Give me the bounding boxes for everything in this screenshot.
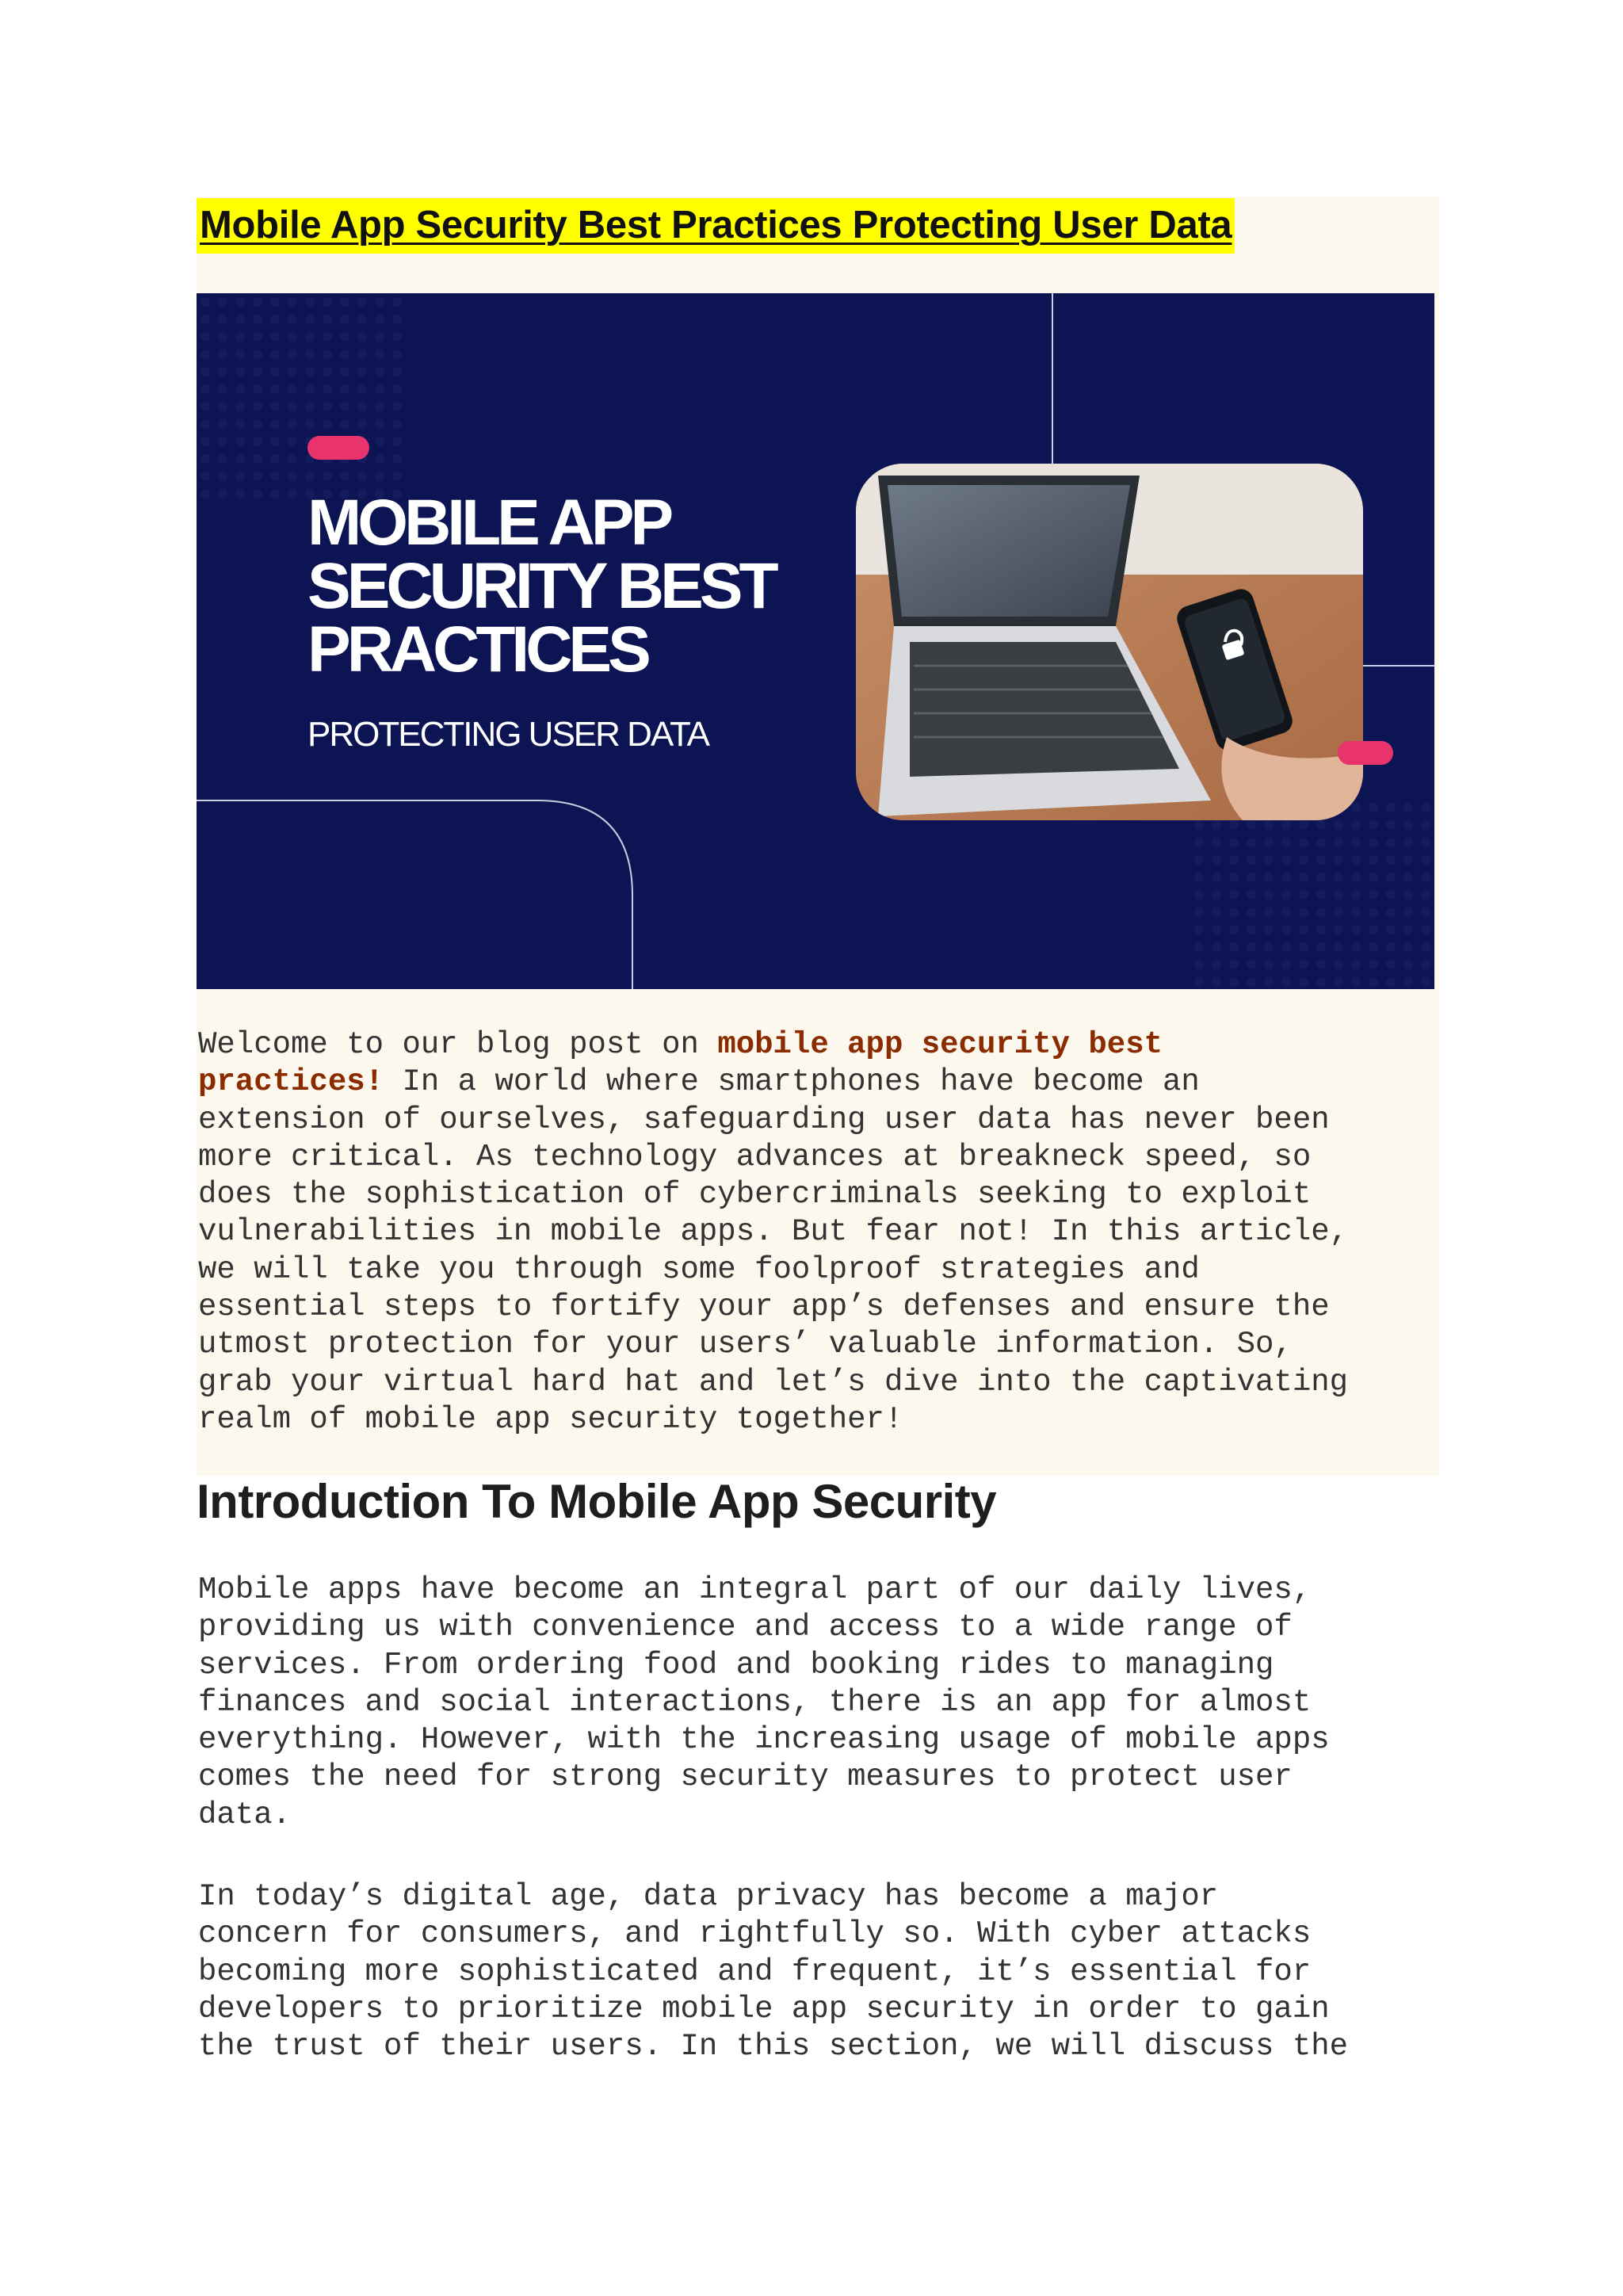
paragraph-line: developers to prioritize mobile app security in order to gain [198, 1991, 1330, 2027]
intro-text: Welcome to our blog post on [198, 1027, 718, 1062]
paragraph-line: data. [198, 1797, 292, 1832]
document-title: Mobile App Security Best Practices Protecting User Data [197, 198, 1235, 254]
intro-link[interactable]: practices! [198, 1064, 384, 1100]
banner-subheading: PROTECTING USER DATA [307, 715, 708, 754]
paragraph-line: comes the need for strong security measures to protect user [198, 1759, 1293, 1795]
paragraph-line: services. From ordering food and booking rides to managing [198, 1647, 1274, 1683]
banner-heading-line: SECURITY BEST [307, 550, 775, 622]
accent-pill [1338, 741, 1393, 765]
paragraph-line: In today’s digital age, data privacy has become a major [198, 1879, 1219, 1914]
intro-link[interactable]: mobile app security best [717, 1027, 1163, 1062]
section-paragraph-2 [198, 1878, 1348, 2065]
paragraph-line: the trust of their users. In this section, we will discuss the [198, 2029, 1349, 2065]
laptop-photo [856, 464, 1363, 820]
intro-paragraph [198, 1026, 1348, 1438]
banner-image [197, 293, 1434, 989]
section-paragraph-1 [198, 1572, 1330, 1834]
banner-heading-line: PRACTICES [307, 613, 647, 686]
paragraph-line: Mobile apps have become an integral part of our daily lives, [198, 1572, 1312, 1607]
paragraph-line: finances and social interactions, there is an app for almost [198, 1684, 1312, 1720]
banner-heading [307, 487, 862, 686]
section-heading: Introduction To Mobile App Security [197, 1475, 997, 1528]
intro-line: realm of mobile app security together! [198, 1401, 903, 1437]
intro-line: we will take you through some foolproof strategies and [198, 1251, 1200, 1287]
paragraph-line: everything. However, with the increasing usage of mobile apps [198, 1722, 1330, 1758]
intro-line: vulnerabilities in mobile apps. But fear not! In this article, [198, 1214, 1349, 1250]
banner-heading-line: MOBILE APP [307, 487, 670, 559]
paragraph-line: becoming more sophisticated and frequent, it’s essential for [198, 1954, 1312, 1989]
intro-line: utmost protection for your users’ valuable information. So, [198, 1327, 1293, 1362]
intro-line: grab your virtual hard hat and let’s dive into the captivating [198, 1364, 1349, 1400]
intro-line: extension of ourselves, safeguarding user data has never been [198, 1102, 1330, 1137]
intro-line: essential steps to fortify your app’s defenses and ensure the [198, 1289, 1330, 1325]
intro-text: In a world where smartphones have become an [384, 1064, 1200, 1100]
intro-line: more critical. As technology advances at breakneck speed, so [198, 1139, 1312, 1175]
paragraph-line: concern for consumers, and rightfully so. With cyber attacks [198, 1916, 1312, 1952]
paragraph-line: providing us with convenience and access to a wide range of [198, 1610, 1293, 1645]
intro-line: does the sophistication of cybercriminals seeking to exploit [198, 1177, 1312, 1213]
accent-pill [307, 436, 369, 460]
